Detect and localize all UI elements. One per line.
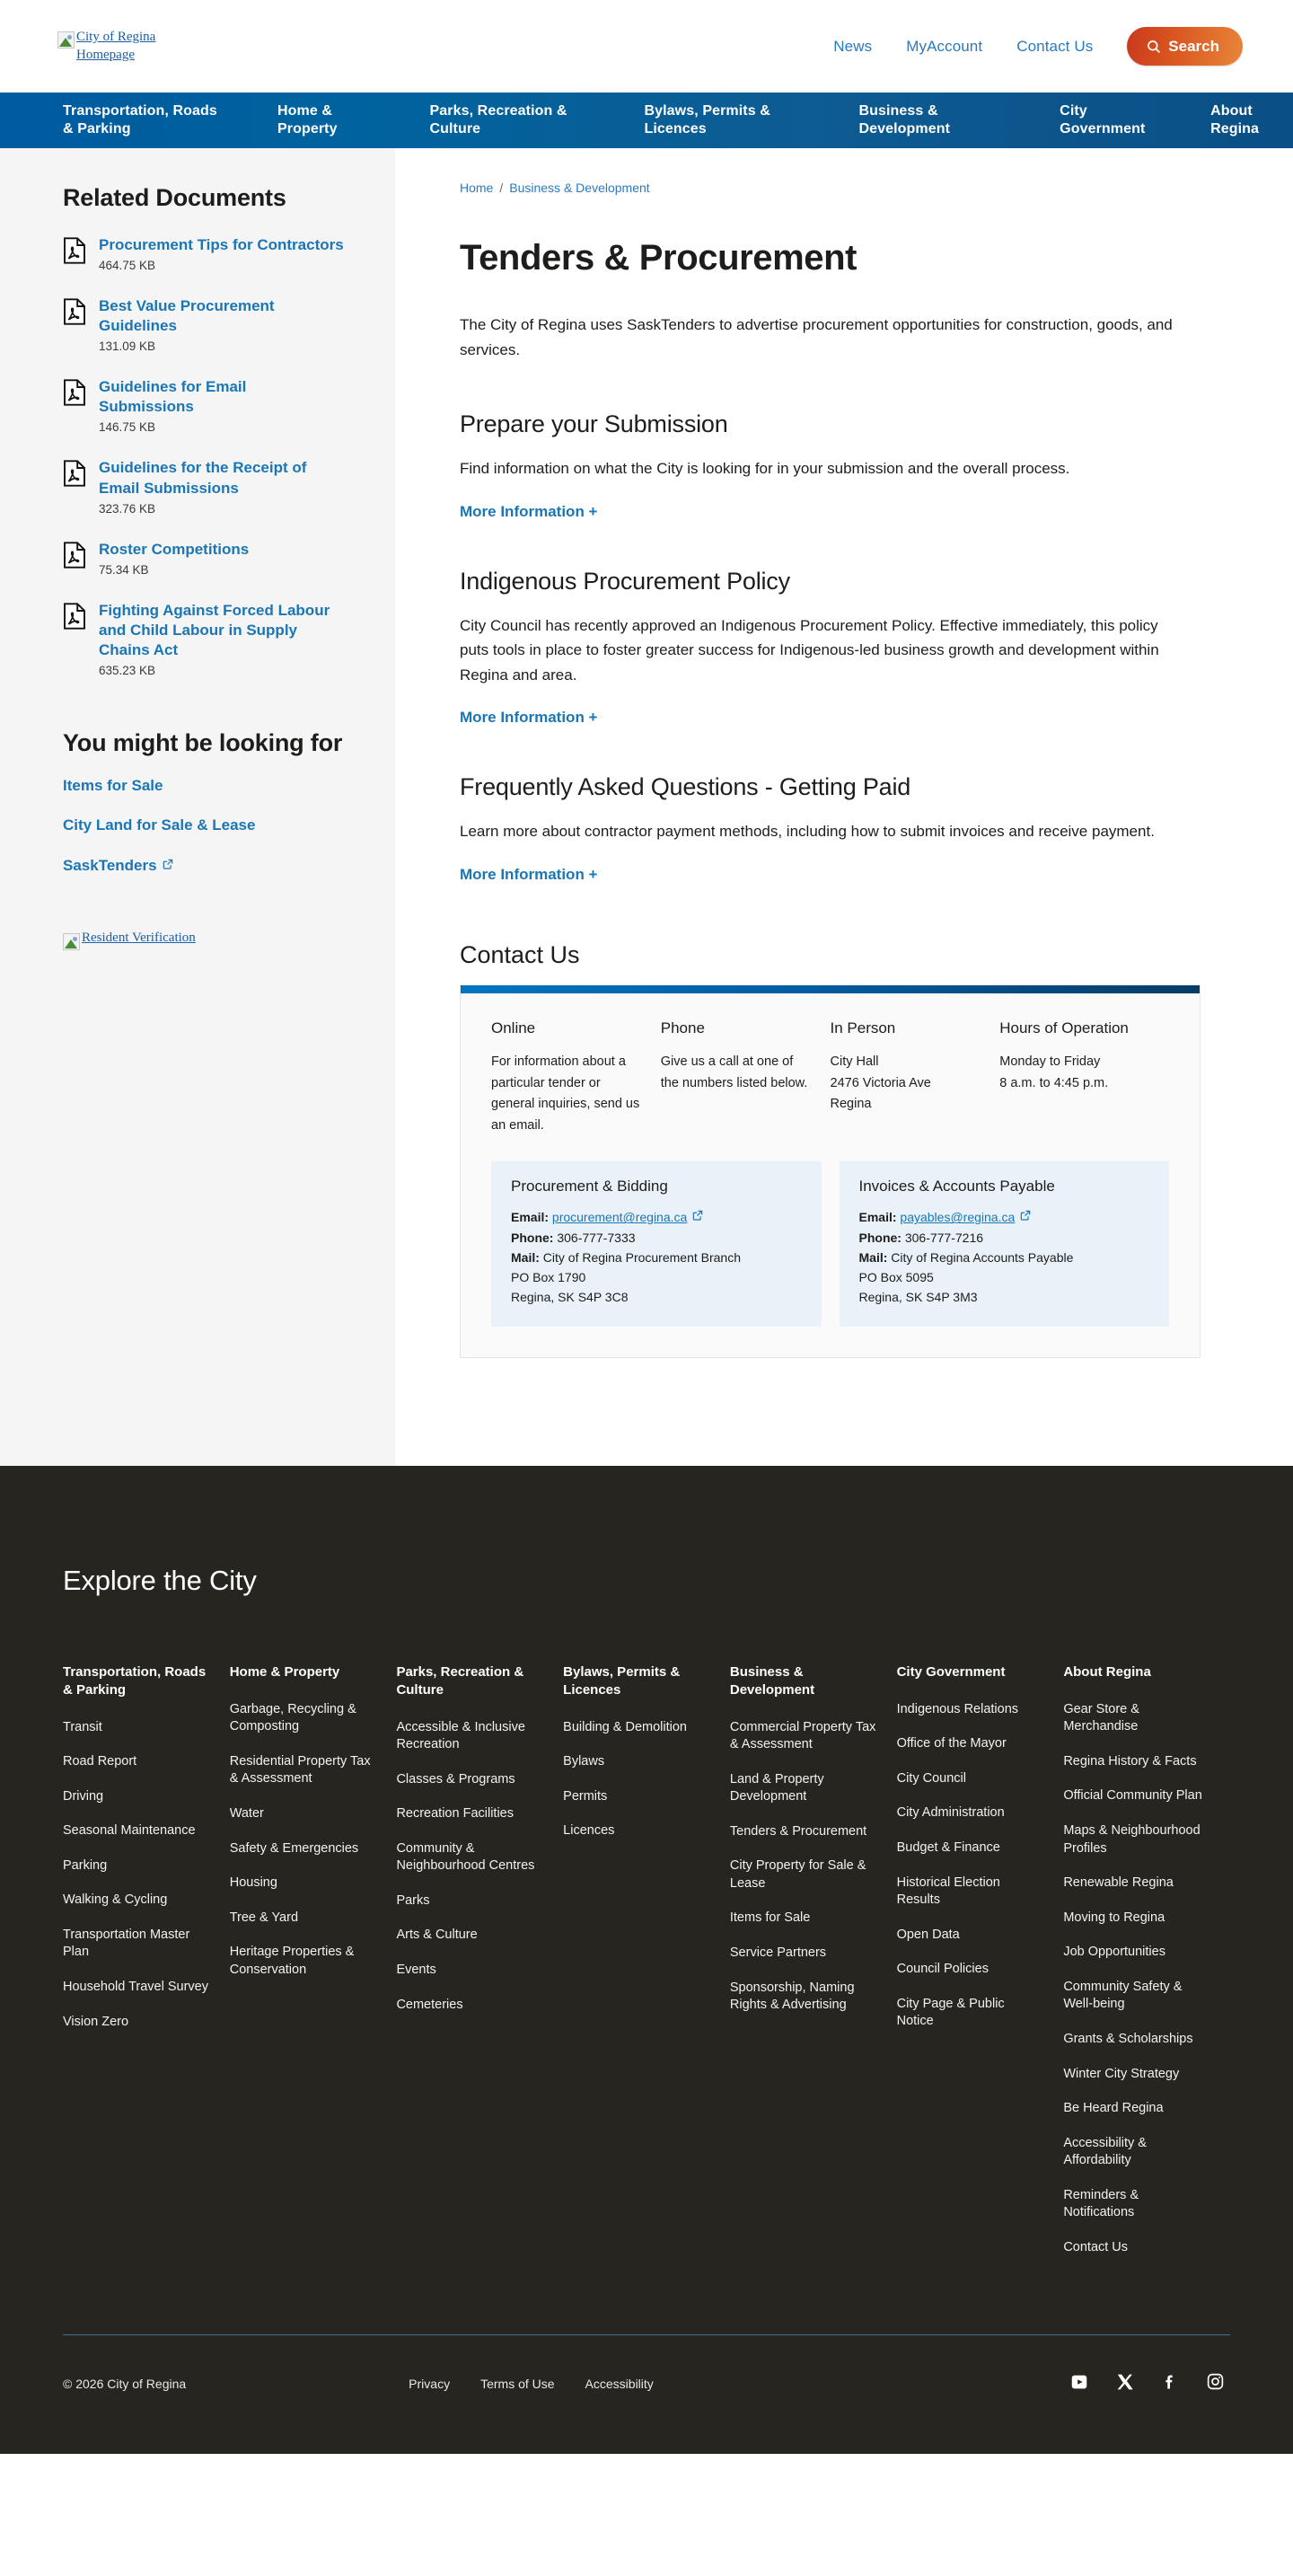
email-label: Email: bbox=[858, 1210, 897, 1225]
footer-link-privacy[interactable]: Privacy bbox=[409, 2377, 451, 2392]
footer-link[interactable]: Renewable Regina bbox=[1063, 1875, 1174, 1891]
broken-image-icon bbox=[57, 31, 75, 49]
contact-column-title: Online bbox=[491, 1019, 536, 1037]
footer-link[interactable]: City Council bbox=[896, 1770, 966, 1786]
related-document-title[interactable]: Roster Competitions bbox=[99, 540, 250, 558]
footer-link[interactable]: Bylaws bbox=[563, 1754, 605, 1769]
pdf-icon bbox=[63, 603, 86, 630]
related-document-size: 635.23 KB bbox=[99, 664, 156, 678]
search-button-label: Search bbox=[1168, 37, 1219, 55]
footer-link[interactable]: Events bbox=[396, 1963, 436, 1978]
footer-link[interactable]: Budget & Finance bbox=[896, 1840, 1000, 1855]
footer-link[interactable]: Tenders & Procurement bbox=[729, 1823, 867, 1839]
footer-column bbox=[563, 1663, 730, 1857]
footer-bottom-bar bbox=[63, 2335, 1230, 2432]
footer-link[interactable]: Transportation Master Plan bbox=[63, 1927, 190, 1960]
footer-link[interactable]: Accessible & Inclusive Recreation bbox=[396, 1719, 525, 1752]
contact-box-mail-line3: Regina, SK S4P 3M3 bbox=[858, 1289, 978, 1304]
footer-link[interactable]: Tree & Yard bbox=[229, 1910, 299, 1925]
contact-column bbox=[999, 1019, 1169, 1137]
footer-link[interactable]: Sponsorship, Naming Rights & Advertising bbox=[729, 1980, 855, 2013]
related-document-size: 323.76 KB bbox=[99, 501, 156, 516]
footer-link[interactable]: Official Community Plan bbox=[1063, 1788, 1202, 1804]
contact-us-heading: Contact Us bbox=[460, 940, 580, 968]
footer-link[interactable]: Water bbox=[229, 1806, 264, 1821]
section-body: Find information on what the City is looking for in your submission and the overall process. bbox=[460, 460, 1070, 478]
footer-column bbox=[63, 1663, 230, 2048]
section-heading: Indigenous Procurement Policy bbox=[460, 567, 790, 595]
contact-box-email-line bbox=[859, 1206, 1150, 1227]
section-body: Learn more about contractor payment methods, including how to submit invoices and receive payment. bbox=[460, 823, 1155, 841]
contact-column bbox=[661, 1019, 831, 1137]
contact-column-title: In Person bbox=[830, 1019, 896, 1037]
phone-value: 306-777-7216 bbox=[904, 1230, 984, 1245]
breadcrumb bbox=[460, 181, 1221, 195]
contact-column-body: Give us a call at one of the numbers listed below. bbox=[660, 1054, 808, 1090]
contact-column-title: Phone bbox=[660, 1019, 705, 1037]
footer-link[interactable]: Community & Neighbourhood Centres bbox=[396, 1840, 535, 1874]
section-body: City Council has recently approved an Indigenous Procurement Policy. Effective immediately, this policy puts tools in place to foster greater success for Indigenous-led business growth and development within Regina and area. bbox=[460, 616, 1159, 684]
contact-box-mail-line bbox=[859, 1248, 1150, 1267]
footer-link[interactable]: Job Opportunities bbox=[1063, 1945, 1165, 1960]
contact-card bbox=[460, 985, 1201, 1358]
contact-box-title: Invoices & Accounts Payable bbox=[858, 1178, 1055, 1195]
related-documents-title: Related Documents bbox=[63, 184, 286, 211]
footer-link[interactable]: Safety & Emergencies bbox=[229, 1840, 359, 1856]
external-link-icon bbox=[692, 1206, 703, 1226]
contact-column-title: Hours of Operation bbox=[999, 1019, 1129, 1037]
footer-link[interactable]: Land & Property Development bbox=[729, 1771, 824, 1804]
contact-column-body: City Hall 2476 Victoria Ave Regina bbox=[830, 1054, 931, 1112]
instagram-icon[interactable] bbox=[1206, 2372, 1225, 2395]
site-footer bbox=[0, 1466, 1293, 2454]
footer-link[interactable]: Garbage, Recycling & Composting bbox=[229, 1701, 356, 1734]
breadcrumb-current[interactable]: Business & Development bbox=[509, 181, 650, 195]
phone-label: Phone: bbox=[511, 1230, 554, 1245]
utility-links bbox=[833, 27, 1243, 66]
mail-label: Mail: bbox=[511, 1249, 540, 1265]
footer-link[interactable]: Parks bbox=[396, 1892, 430, 1908]
footer-column-title: Bylaws, Permits & Licences bbox=[563, 1663, 681, 1698]
footer-column bbox=[230, 1663, 397, 1996]
youtube-icon[interactable] bbox=[1069, 2372, 1089, 2396]
utility-link-contact-us[interactable]: Contact Us bbox=[1016, 37, 1094, 55]
mail-value: City of Regina Accounts Payable bbox=[891, 1249, 1074, 1265]
looking-for-link[interactable]: SaskTenders bbox=[63, 856, 345, 875]
footer-link[interactable]: Indigenous Relations bbox=[896, 1701, 1019, 1716]
x-twitter-icon[interactable] bbox=[1116, 2373, 1134, 2395]
footer-link[interactable]: Contact Us bbox=[1063, 2239, 1129, 2254]
email-label: Email: bbox=[511, 1210, 550, 1225]
section-heading: Frequently Asked Questions - Getting Paid bbox=[460, 773, 911, 801]
related-document-item[interactable] bbox=[63, 458, 345, 515]
footer-link[interactable]: Classes & Programs bbox=[396, 1771, 515, 1786]
related-document-title[interactable]: Fighting Against Forced Labour and Child Labour in Supply Chains Act bbox=[99, 601, 330, 658]
site-logo-alt-text: City of Regina Homepage bbox=[76, 29, 156, 62]
footer-link[interactable]: Road Report bbox=[63, 1754, 137, 1769]
footer-column-title: About Regina bbox=[1063, 1663, 1151, 1680]
nav-item-home-property[interactable]: Home & Property bbox=[277, 103, 338, 137]
footer-link[interactable]: Seasonal Maintenance bbox=[63, 1823, 196, 1839]
pdf-icon bbox=[63, 379, 86, 406]
site-logo-link[interactable] bbox=[57, 29, 165, 65]
footer-link[interactable]: Maps & Neighbourhood Profiles bbox=[1063, 1823, 1201, 1856]
pdf-icon bbox=[63, 542, 86, 569]
contact-box-phone-line bbox=[859, 1228, 1150, 1248]
main-content bbox=[395, 148, 1293, 1466]
section-faq-getting-paid bbox=[460, 773, 1221, 931]
related-document-size: 464.75 KB bbox=[99, 259, 156, 273]
contact-column-body: For information about a particular tender or general inquiries, send us an email. bbox=[491, 1054, 640, 1133]
footer-column bbox=[1063, 1663, 1230, 2273]
related-document-item[interactable] bbox=[63, 377, 345, 434]
footer-link[interactable]: City Property for Sale & Lease bbox=[729, 1858, 866, 1891]
footer-link[interactable]: Transit bbox=[63, 1719, 102, 1734]
broken-image-icon bbox=[63, 933, 80, 950]
facebook-icon[interactable] bbox=[1161, 2373, 1179, 2395]
contact-box-phone-line bbox=[511, 1228, 802, 1248]
related-document-item[interactable] bbox=[63, 235, 345, 272]
utility-header bbox=[0, 0, 1293, 93]
related-document-title[interactable]: Guidelines for the Receipt of Email Submissions bbox=[99, 459, 307, 497]
footer-link[interactable]: Parking bbox=[63, 1857, 108, 1873]
footer-link[interactable]: Vision Zero bbox=[63, 2014, 129, 2029]
footer-link[interactable]: Moving to Regina bbox=[1063, 1910, 1165, 1925]
footer-column-title: Parks, Recreation & Culture bbox=[396, 1663, 524, 1698]
footer-link[interactable]: Permits bbox=[563, 1788, 608, 1804]
looking-for-link[interactable]: City Land for Sale & Lease bbox=[63, 816, 256, 834]
related-document-size: 146.75 KB bbox=[99, 420, 156, 435]
section-prepare-submission bbox=[460, 410, 1221, 568]
nav-item-city-government[interactable]: City Government bbox=[1060, 103, 1146, 137]
nav-item-parks-recreation[interactable]: Parks, Recreation & Culture bbox=[429, 103, 567, 137]
sidebar bbox=[0, 148, 395, 1466]
social-links bbox=[1069, 2372, 1230, 2396]
resident-verification-alt-text: Resident Verification bbox=[82, 931, 196, 946]
related-document-item[interactable] bbox=[63, 296, 345, 353]
footer-link[interactable]: Council Policies bbox=[896, 1962, 989, 1977]
footer-column-title: City Government bbox=[896, 1663, 1006, 1680]
footer-link[interactable]: Driving bbox=[63, 1788, 104, 1804]
contact-box-mail-line3: Regina, SK S4P 3C8 bbox=[511, 1289, 629, 1304]
explore-the-city-title: Explore the City bbox=[63, 1564, 257, 1596]
search-button[interactable] bbox=[1127, 27, 1243, 66]
nav-item-bylaws-permits[interactable]: Bylaws, Permits & Licences bbox=[644, 103, 770, 137]
more-information-link-prepare-submission[interactable]: More Information + bbox=[460, 502, 598, 520]
footer-link[interactable]: Commercial Property Tax & Assessment bbox=[729, 1719, 876, 1752]
footer-link-accessibility[interactable]: Accessibility bbox=[585, 2377, 654, 2392]
page-title: Tenders & Procurement bbox=[460, 238, 858, 278]
nav-item-transportation[interactable]: Transportation, Roads & Parking bbox=[63, 103, 217, 137]
footer-link[interactable]: Residential Property Tax & Assessment bbox=[229, 1753, 371, 1786]
footer-link[interactable]: Winter City Strategy bbox=[1063, 2066, 1180, 2081]
footer-link[interactable]: City Administration bbox=[896, 1805, 1005, 1821]
pdf-icon bbox=[63, 298, 86, 325]
email-link[interactable]: payables@regina.ca bbox=[900, 1210, 1016, 1225]
contact-box-mail-line2: PO Box 1790 bbox=[511, 1269, 586, 1284]
looking-for-link[interactable]: Items for Sale bbox=[63, 777, 163, 795]
page-lead-paragraph: The City of Regina uses SaskTenders to advertise procurement opportunities for construction, goods, and services. bbox=[460, 316, 1173, 358]
footer-link[interactable]: Gear Store & Merchandise bbox=[1063, 1701, 1139, 1734]
footer-link[interactable]: Building & Demolition bbox=[563, 1719, 687, 1734]
related-document-item[interactable] bbox=[63, 601, 345, 677]
footer-link[interactable]: Arts & Culture bbox=[396, 1928, 478, 1943]
footer-link[interactable]: Accessibility & Affordability bbox=[1063, 2135, 1147, 2168]
mail-value: City of Regina Procurement Branch bbox=[542, 1249, 741, 1265]
contact-detail-boxes bbox=[461, 1158, 1200, 1357]
breadcrumb-home[interactable]: Home bbox=[460, 181, 494, 195]
footer-link[interactable]: Grants & Scholarships bbox=[1063, 2031, 1193, 2046]
search-icon bbox=[1147, 40, 1161, 54]
legal-links bbox=[409, 2377, 654, 2391]
related-document-item[interactable] bbox=[63, 540, 345, 577]
utility-link-myaccount[interactable]: MyAccount bbox=[906, 37, 983, 55]
phone-label: Phone: bbox=[858, 1230, 902, 1245]
email-link[interactable]: procurement@regina.ca bbox=[551, 1210, 688, 1225]
footer-link[interactable]: Be Heard Regina bbox=[1063, 2101, 1164, 2116]
footer-column bbox=[730, 1663, 897, 2032]
contact-detail-box bbox=[491, 1161, 822, 1327]
footer-column-title: Business & Development bbox=[729, 1663, 815, 1698]
footer-link[interactable]: Historical Election Results bbox=[896, 1875, 1000, 1908]
contact-box-mail-line bbox=[511, 1248, 802, 1267]
footer-link[interactable]: Community Safety & Well-being bbox=[1063, 1979, 1183, 2012]
more-information-link-faq[interactable]: More Information + bbox=[460, 865, 598, 883]
looking-for-list bbox=[63, 777, 345, 875]
contact-card-accent-bar bbox=[461, 985, 1200, 993]
footer-link[interactable]: Household Travel Survey bbox=[63, 1980, 208, 1995]
related-document-title[interactable]: Best Value Procurement Guidelines bbox=[99, 297, 275, 335]
footer-link-terms-of-use[interactable]: Terms of Use bbox=[480, 2377, 555, 2392]
footer-link[interactable]: Service Partners bbox=[729, 1945, 827, 1961]
footer-column-title: Home & Property bbox=[229, 1663, 340, 1680]
footer-column bbox=[396, 1663, 563, 2031]
section-heading: Prepare your Submission bbox=[460, 410, 728, 438]
related-documents-list bbox=[63, 235, 345, 677]
resident-verification-link[interactable] bbox=[63, 931, 345, 948]
footer-link[interactable]: Items for Sale bbox=[729, 1910, 811, 1926]
footer-link[interactable]: City Page & Public Notice bbox=[896, 1996, 1005, 2029]
contact-column bbox=[491, 1019, 661, 1137]
primary-navigation bbox=[0, 93, 1293, 148]
footer-link[interactable]: Office of the Mayor bbox=[896, 1736, 1007, 1751]
contact-box-mail-line2: PO Box 5095 bbox=[858, 1269, 934, 1284]
footer-link[interactable]: Open Data bbox=[896, 1927, 960, 1942]
contact-column bbox=[831, 1019, 1000, 1137]
nav-item-business-development[interactable]: Business & Development bbox=[858, 103, 951, 137]
mail-label: Mail: bbox=[858, 1249, 888, 1265]
footer-link[interactable]: Regina History & Facts bbox=[1063, 1753, 1197, 1769]
pdf-icon bbox=[63, 460, 86, 487]
contact-columns bbox=[461, 993, 1200, 1159]
phone-value: 306-777-7333 bbox=[557, 1230, 636, 1245]
pdf-icon bbox=[63, 237, 86, 264]
section-indigenous-procurement-policy bbox=[460, 568, 1221, 774]
contact-detail-box bbox=[840, 1161, 1170, 1327]
looking-for-title: You might be looking for bbox=[63, 729, 343, 757]
footer-link[interactable]: Cemeteries bbox=[396, 1997, 463, 2012]
footer-link[interactable]: Reminders & Notifications bbox=[1063, 2187, 1139, 2220]
related-document-size: 131.09 KB bbox=[99, 340, 156, 354]
footer-columns bbox=[63, 1663, 1230, 2273]
footer-link[interactable]: Walking & Cycling bbox=[63, 1892, 168, 1908]
nav-item-about-regina[interactable]: About Regina bbox=[1210, 103, 1260, 137]
contact-column-body: Monday to Friday 8 a.m. to 4:45 p.m. bbox=[999, 1054, 1109, 1090]
external-link-icon bbox=[163, 856, 173, 874]
copyright-text: © 2026 City of Regina bbox=[63, 2377, 187, 2392]
related-document-size: 75.34 KB bbox=[99, 562, 149, 577]
related-document-title[interactable]: Guidelines for Email Submissions bbox=[99, 378, 247, 416]
contact-box-title: Procurement & Bidding bbox=[511, 1178, 668, 1195]
external-link-icon bbox=[1020, 1206, 1031, 1226]
utility-link-news[interactable]: News bbox=[833, 37, 873, 55]
contact-box-email-line bbox=[511, 1206, 802, 1227]
page-body bbox=[0, 148, 1293, 1466]
footer-column-title: Transportation, Roads & Parking bbox=[63, 1663, 207, 1698]
breadcrumb-separator: / bbox=[499, 181, 504, 195]
footer-link[interactable]: Housing bbox=[229, 1875, 277, 1891]
footer-link[interactable]: Recreation Facilities bbox=[396, 1806, 514, 1822]
related-document-title[interactable]: Procurement Tips for Contractors bbox=[99, 236, 344, 253]
footer-column bbox=[897, 1663, 1064, 2048]
footer-link[interactable]: Heritage Properties & Conservation bbox=[229, 1945, 355, 1977]
footer-link[interactable]: Licences bbox=[563, 1823, 615, 1839]
more-information-link-indigenous-policy[interactable]: More Information + bbox=[460, 709, 598, 727]
